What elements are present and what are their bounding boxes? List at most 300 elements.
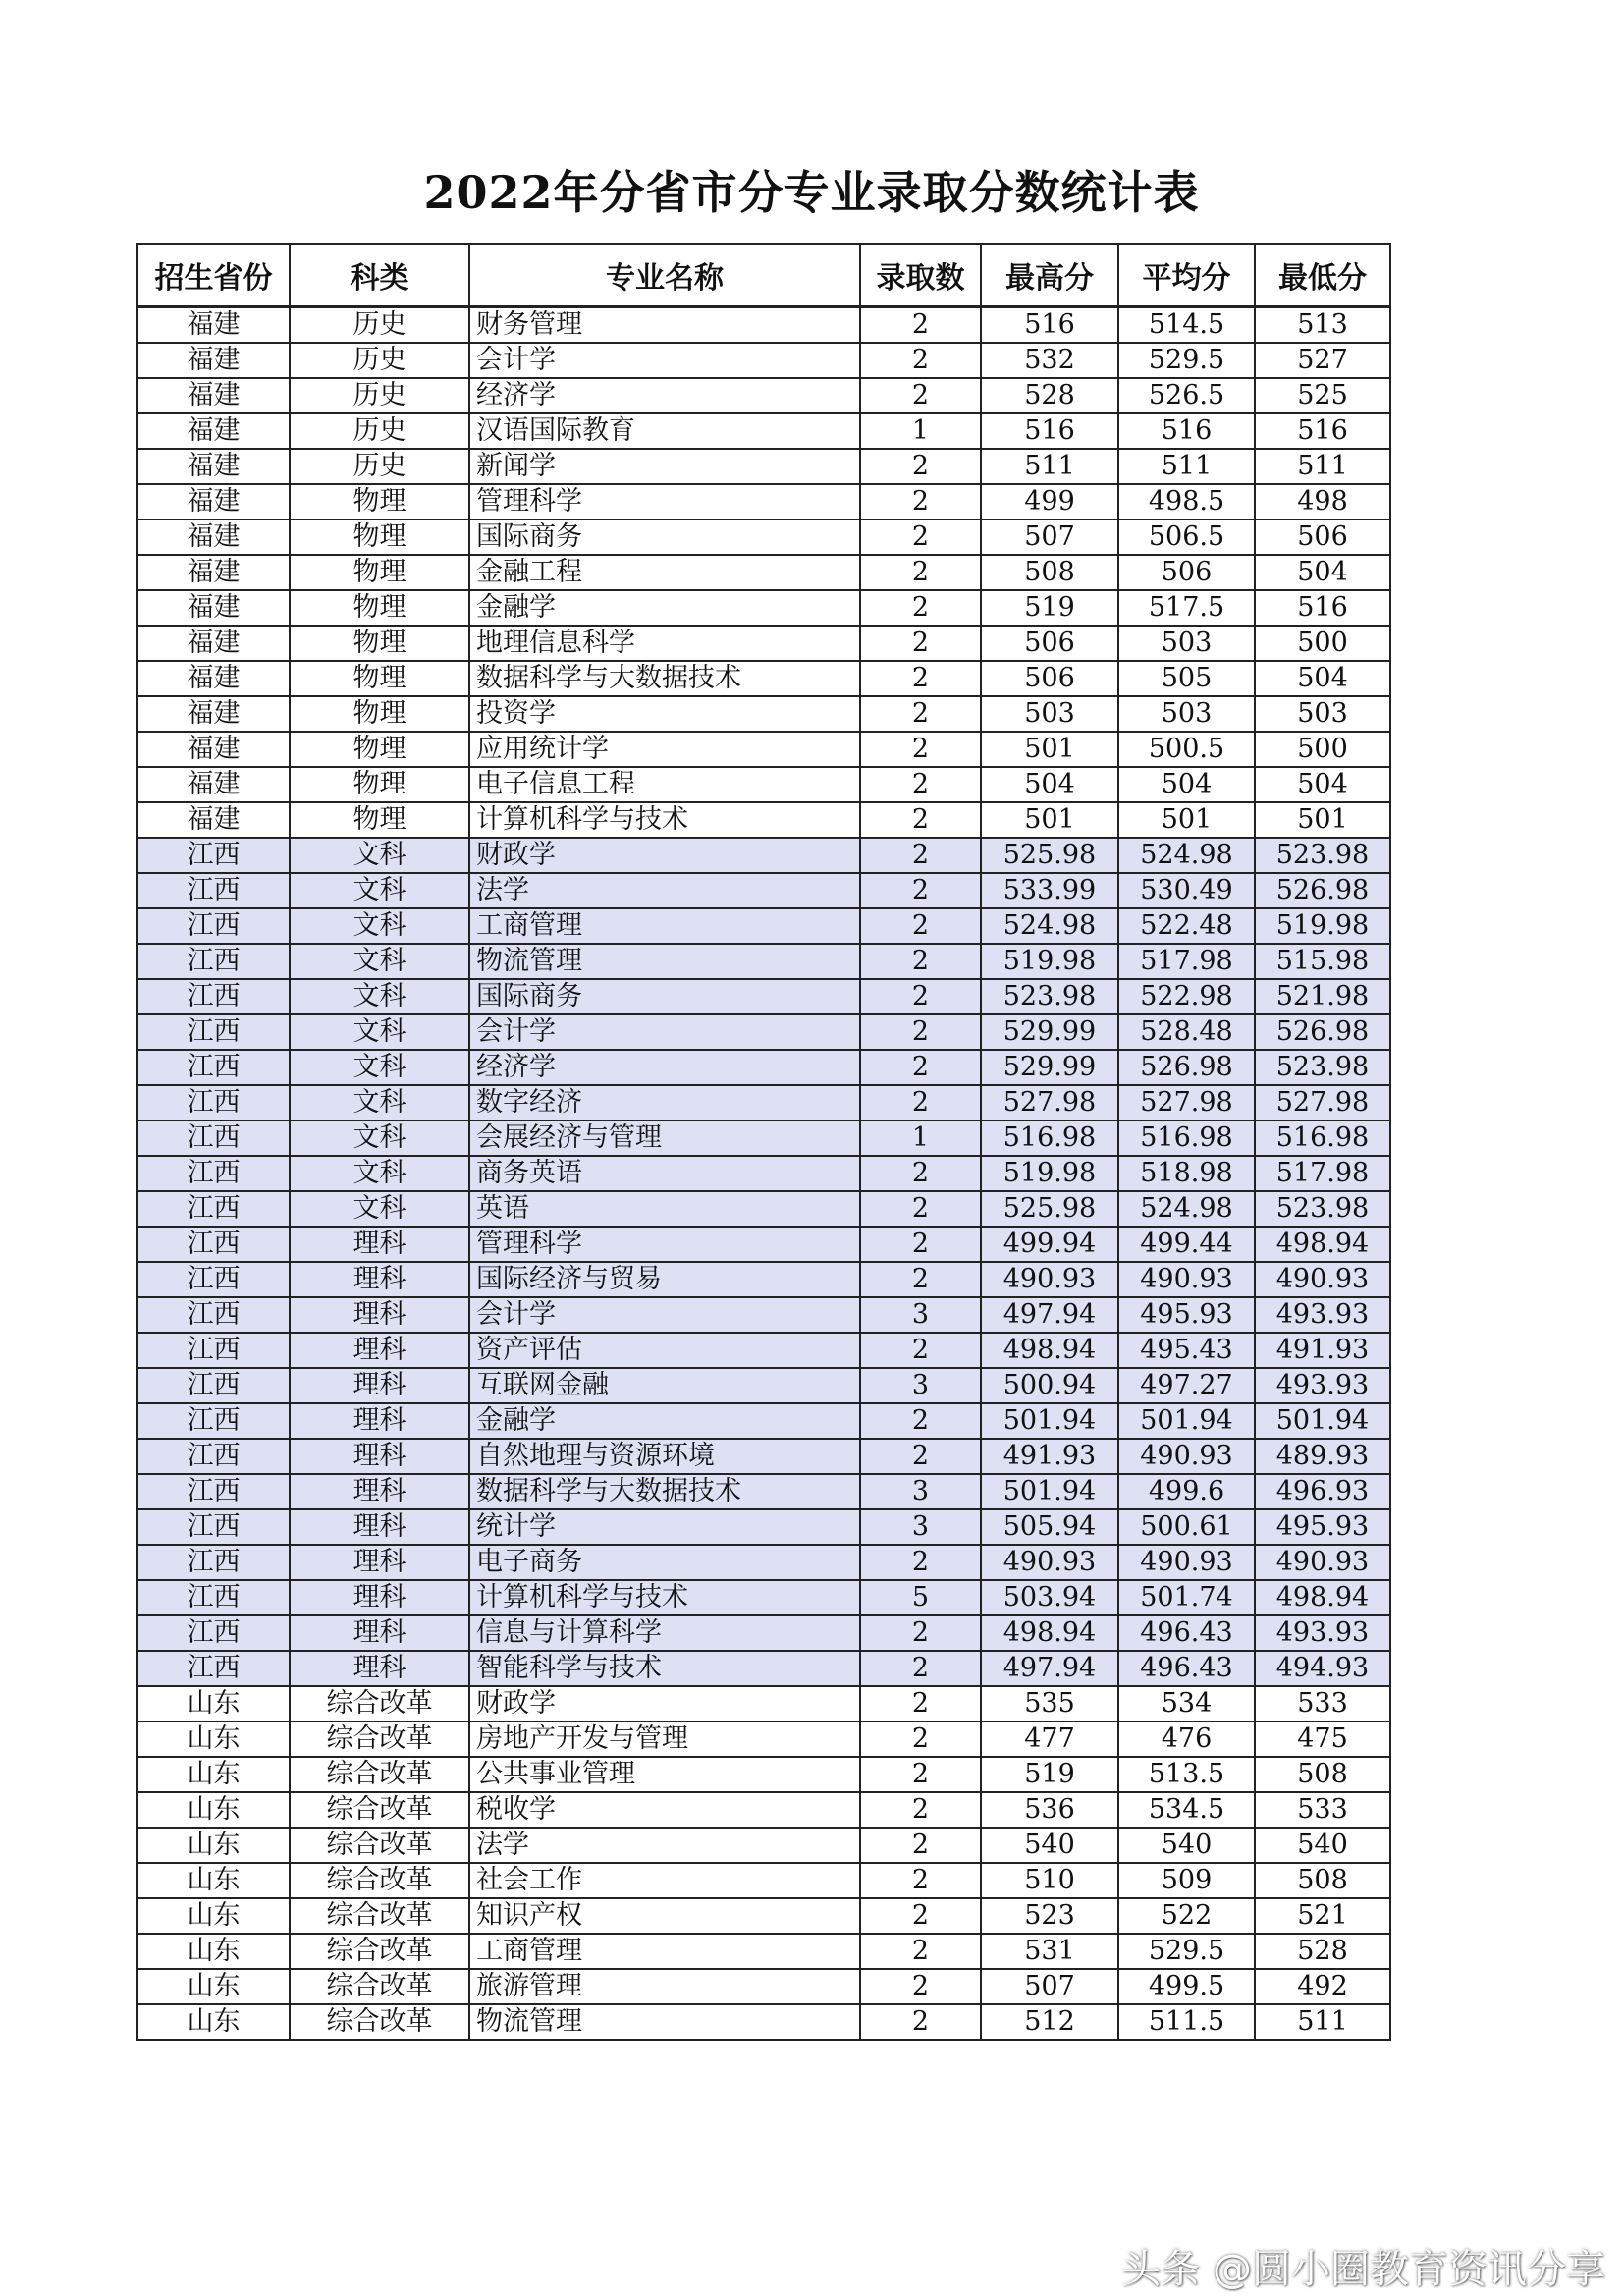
cell-subject-type: 理科 <box>290 1368 469 1403</box>
header-min-score: 最低分 <box>1255 244 1390 307</box>
cell-max-score: 490.93 <box>981 1545 1118 1580</box>
cell-major-name: 计算机科学与技术 <box>469 802 860 838</box>
cell-admitted-count: 2 <box>860 1934 981 1969</box>
cell-admitted-count: 5 <box>860 1580 981 1615</box>
cell-max-score: 516 <box>981 413 1118 449</box>
cell-subject-type: 综合改革 <box>290 1828 469 1863</box>
cell-max-score: 504 <box>981 767 1118 802</box>
cell-max-score: 523 <box>981 1898 1118 1934</box>
cell-min-score: 498.94 <box>1255 1227 1390 1262</box>
table-row <box>137 413 1390 449</box>
cell-major-name: 法学 <box>469 873 860 908</box>
header-subject-type: 科类 <box>290 244 469 307</box>
header-max-score: 最高分 <box>981 244 1118 307</box>
cell-subject-type: 文科 <box>290 838 469 873</box>
cell-major-name: 工商管理 <box>469 1934 860 1969</box>
cell-admitted-count: 2 <box>860 1863 981 1898</box>
cell-admitted-count: 2 <box>860 1969 981 2004</box>
cell-subject-type: 历史 <box>290 307 469 344</box>
cell-subject-type: 理科 <box>290 1227 469 1262</box>
cell-province: 江西 <box>137 908 290 944</box>
cell-min-score: 493.93 <box>1255 1368 1390 1403</box>
cell-subject-type: 理科 <box>290 1615 469 1651</box>
cell-subject-type: 理科 <box>290 1474 469 1509</box>
cell-subject-type: 理科 <box>290 1333 469 1368</box>
table-row <box>137 307 1390 344</box>
cell-max-score: 500.94 <box>981 1368 1118 1403</box>
cell-min-score: 523.98 <box>1255 1191 1390 1227</box>
cell-subject-type: 物理 <box>290 661 469 696</box>
cell-max-score: 529.99 <box>981 1014 1118 1050</box>
table-row <box>137 626 1390 661</box>
cell-min-score: 495.93 <box>1255 1509 1390 1545</box>
cell-avg-score: 517.98 <box>1118 944 1255 979</box>
cell-admitted-count: 2 <box>860 1828 981 1863</box>
table-row <box>137 661 1390 696</box>
cell-max-score: 519.98 <box>981 944 1118 979</box>
cell-max-score: 528 <box>981 378 1118 413</box>
cell-admitted-count: 2 <box>860 1156 981 1191</box>
cell-min-score: 511 <box>1255 2004 1390 2040</box>
cell-avg-score: 497.27 <box>1118 1368 1255 1403</box>
cell-province: 江西 <box>137 1474 290 1509</box>
cell-admitted-count: 1 <box>860 1121 981 1156</box>
cell-admitted-count: 2 <box>860 1651 981 1686</box>
cell-avg-score: 529.5 <box>1118 343 1255 378</box>
cell-avg-score: 498.5 <box>1118 484 1255 519</box>
cell-admitted-count: 2 <box>860 1050 981 1085</box>
cell-province: 山东 <box>137 1863 290 1898</box>
cell-subject-type: 历史 <box>290 449 469 484</box>
cell-max-score: 499 <box>981 484 1118 519</box>
cell-avg-score: 500.5 <box>1118 732 1255 767</box>
cell-admitted-count: 2 <box>860 1757 981 1792</box>
cell-province: 江西 <box>137 1333 290 1368</box>
cell-major-name: 投资学 <box>469 696 860 732</box>
cell-province: 江西 <box>137 1085 290 1121</box>
cell-avg-score: 506.5 <box>1118 519 1255 555</box>
cell-major-name: 数字经济 <box>469 1085 860 1121</box>
cell-major-name: 税收学 <box>469 1792 860 1828</box>
cell-avg-score: 503 <box>1118 696 1255 732</box>
cell-max-score: 497.94 <box>981 1651 1118 1686</box>
cell-subject-type: 历史 <box>290 378 469 413</box>
cell-avg-score: 496.43 <box>1118 1615 1255 1651</box>
cell-province: 江西 <box>137 1651 290 1686</box>
cell-avg-score: 501.74 <box>1118 1580 1255 1615</box>
cell-admitted-count: 2 <box>860 979 981 1014</box>
cell-min-score: 493.93 <box>1255 1297 1390 1333</box>
table-row <box>137 1509 1390 1545</box>
cell-min-score: 503 <box>1255 696 1390 732</box>
cell-max-score: 491.93 <box>981 1439 1118 1474</box>
cell-admitted-count: 2 <box>860 873 981 908</box>
header-province: 招生省份 <box>137 244 290 307</box>
cell-admitted-count: 2 <box>860 1227 981 1262</box>
cell-avg-score: 516.98 <box>1118 1121 1255 1156</box>
cell-province: 福建 <box>137 626 290 661</box>
cell-avg-score: 526.5 <box>1118 378 1255 413</box>
cell-avg-score: 499.44 <box>1118 1227 1255 1262</box>
cell-max-score: 519 <box>981 590 1118 626</box>
cell-major-name: 应用统计学 <box>469 732 860 767</box>
cell-major-name: 会展经济与管理 <box>469 1121 860 1156</box>
cell-min-score: 523.98 <box>1255 1050 1390 1085</box>
cell-admitted-count: 2 <box>860 1898 981 1934</box>
cell-subject-type: 物理 <box>290 626 469 661</box>
cell-min-score: 517.98 <box>1255 1156 1390 1191</box>
cell-admitted-count: 2 <box>860 802 981 838</box>
cell-max-score: 499.94 <box>981 1227 1118 1262</box>
cell-avg-score: 518.98 <box>1118 1156 1255 1191</box>
table-row <box>137 1651 1390 1686</box>
cell-major-name: 会计学 <box>469 1297 860 1333</box>
cell-admitted-count: 2 <box>860 732 981 767</box>
cell-min-score: 533 <box>1255 1686 1390 1722</box>
cell-major-name: 电子商务 <box>469 1545 860 1580</box>
cell-major-name: 会计学 <box>469 343 860 378</box>
table-row <box>137 767 1390 802</box>
table-row <box>137 838 1390 873</box>
table-row <box>137 519 1390 555</box>
cell-admitted-count: 1 <box>860 413 981 449</box>
cell-major-name: 经济学 <box>469 1050 860 1085</box>
cell-major-name: 旅游管理 <box>469 1969 860 2004</box>
cell-major-name: 财政学 <box>469 1686 860 1722</box>
cell-max-score: 519.98 <box>981 1156 1118 1191</box>
table-row <box>137 1403 1390 1439</box>
cell-province: 福建 <box>137 449 290 484</box>
cell-subject-type: 综合改革 <box>290 1757 469 1792</box>
cell-max-score: 525.98 <box>981 838 1118 873</box>
cell-max-score: 501.94 <box>981 1474 1118 1509</box>
cell-subject-type: 文科 <box>290 1085 469 1121</box>
cell-province: 江西 <box>137 1156 290 1191</box>
cell-admitted-count: 2 <box>860 1615 981 1651</box>
cell-subject-type: 物理 <box>290 732 469 767</box>
cell-avg-score: 511 <box>1118 449 1255 484</box>
cell-max-score: 523.98 <box>981 979 1118 1014</box>
cell-province: 江西 <box>137 1509 290 1545</box>
cell-min-score: 516 <box>1255 590 1390 626</box>
cell-major-name: 电子信息工程 <box>469 767 860 802</box>
cell-avg-score: 513.5 <box>1118 1757 1255 1792</box>
table-row <box>137 1014 1390 1050</box>
cell-max-score: 540 <box>981 1828 1118 1863</box>
cell-min-score: 498.94 <box>1255 1580 1390 1615</box>
cell-major-name: 管理科学 <box>469 1227 860 1262</box>
table-row <box>137 1368 1390 1403</box>
cell-max-score: 477 <box>981 1722 1118 1757</box>
table-row <box>137 484 1390 519</box>
cell-max-score: 524.98 <box>981 908 1118 944</box>
table-row <box>137 1121 1390 1156</box>
header-admitted-count: 录取数 <box>860 244 981 307</box>
cell-admitted-count: 3 <box>860 1368 981 1403</box>
cell-avg-score: 540 <box>1118 1828 1255 1863</box>
cell-province: 福建 <box>137 378 290 413</box>
cell-province: 福建 <box>137 696 290 732</box>
cell-avg-score: 476 <box>1118 1722 1255 1757</box>
cell-admitted-count: 2 <box>860 1262 981 1297</box>
table-row <box>137 802 1390 838</box>
cell-avg-score: 524.98 <box>1118 1191 1255 1227</box>
cell-min-score: 526.98 <box>1255 873 1390 908</box>
cell-province: 福建 <box>137 307 290 344</box>
cell-subject-type: 文科 <box>290 1191 469 1227</box>
cell-major-name: 工商管理 <box>469 908 860 944</box>
table-row <box>137 696 1390 732</box>
table-row <box>137 1828 1390 1863</box>
watermark: 头条 @圆小圈教育资讯分享 <box>1121 2247 1605 2292</box>
table-row <box>137 1156 1390 1191</box>
cell-major-name: 数据科学与大数据技术 <box>469 661 860 696</box>
cell-subject-type: 文科 <box>290 1121 469 1156</box>
table-row <box>137 1722 1390 1757</box>
cell-province: 江西 <box>137 1191 290 1227</box>
cell-min-score: 491.93 <box>1255 1333 1390 1368</box>
cell-major-name: 智能科学与技术 <box>469 1651 860 1686</box>
cell-subject-type: 物理 <box>290 696 469 732</box>
table-row <box>137 979 1390 1014</box>
cell-max-score: 508 <box>981 555 1118 590</box>
cell-admitted-count: 2 <box>860 449 981 484</box>
cell-admitted-count: 2 <box>860 1085 981 1121</box>
table-row <box>137 1792 1390 1828</box>
cell-avg-score: 490.93 <box>1118 1439 1255 1474</box>
cell-admitted-count: 2 <box>860 378 981 413</box>
cell-major-name: 地理信息科学 <box>469 626 860 661</box>
cell-province: 福建 <box>137 519 290 555</box>
cell-subject-type: 历史 <box>290 343 469 378</box>
cell-subject-type: 理科 <box>290 1651 469 1686</box>
cell-admitted-count: 3 <box>860 1474 981 1509</box>
cell-avg-score: 501 <box>1118 802 1255 838</box>
cell-major-name: 数据科学与大数据技术 <box>469 1474 860 1509</box>
cell-major-name: 物流管理 <box>469 2004 860 2040</box>
cell-max-score: 503.94 <box>981 1580 1118 1615</box>
cell-province: 福建 <box>137 413 290 449</box>
cell-admitted-count: 2 <box>860 696 981 732</box>
cell-major-name: 金融工程 <box>469 555 860 590</box>
cell-major-name: 公共事业管理 <box>469 1757 860 1792</box>
cell-province: 山东 <box>137 1792 290 1828</box>
cell-min-score: 501.94 <box>1255 1403 1390 1439</box>
table-row <box>137 1686 1390 1722</box>
cell-avg-score: 522.48 <box>1118 908 1255 944</box>
cell-min-score: 498 <box>1255 484 1390 519</box>
cell-province: 江西 <box>137 1014 290 1050</box>
cell-subject-type: 历史 <box>290 413 469 449</box>
cell-admitted-count: 2 <box>860 626 981 661</box>
cell-province: 江西 <box>137 838 290 873</box>
cell-avg-score: 511.5 <box>1118 2004 1255 2040</box>
cell-province: 江西 <box>137 1403 290 1439</box>
cell-min-score: 527 <box>1255 343 1390 378</box>
cell-avg-score: 499.6 <box>1118 1474 1255 1509</box>
cell-admitted-count: 2 <box>860 1722 981 1757</box>
table-row <box>137 555 1390 590</box>
table-row <box>137 590 1390 626</box>
cell-avg-score: 516 <box>1118 413 1255 449</box>
cell-avg-score: 517.5 <box>1118 590 1255 626</box>
cell-max-score: 498.94 <box>981 1615 1118 1651</box>
cell-avg-score: 509 <box>1118 1863 1255 1898</box>
table-row <box>137 1969 1390 2004</box>
table-row <box>137 2004 1390 2040</box>
cell-major-name: 统计学 <box>469 1509 860 1545</box>
cell-admitted-count: 2 <box>860 1439 981 1474</box>
cell-admitted-count: 3 <box>860 1509 981 1545</box>
cell-avg-score: 529.5 <box>1118 1934 1255 1969</box>
cell-province: 江西 <box>137 1262 290 1297</box>
cell-admitted-count: 2 <box>860 1403 981 1439</box>
cell-province: 江西 <box>137 1227 290 1262</box>
cell-max-score: 532 <box>981 343 1118 378</box>
cell-subject-type: 物理 <box>290 767 469 802</box>
table-row <box>137 1934 1390 1969</box>
cell-subject-type: 理科 <box>290 1509 469 1545</box>
cell-max-score: 511 <box>981 449 1118 484</box>
cell-major-name: 国际经济与贸易 <box>469 1262 860 1297</box>
table-row <box>137 1545 1390 1580</box>
cell-min-score: 533 <box>1255 1792 1390 1828</box>
cell-min-score: 496.93 <box>1255 1474 1390 1509</box>
cell-min-score: 492 <box>1255 1969 1390 2004</box>
admission-score-table <box>136 243 1391 2041</box>
cell-major-name: 财政学 <box>469 838 860 873</box>
cell-avg-score: 495.43 <box>1118 1333 1255 1368</box>
cell-min-score: 516 <box>1255 413 1390 449</box>
table-row <box>137 1615 1390 1651</box>
cell-admitted-count: 2 <box>860 1686 981 1722</box>
table-header-row <box>137 244 1390 307</box>
cell-subject-type: 理科 <box>290 1262 469 1297</box>
cell-max-score: 519 <box>981 1757 1118 1792</box>
cell-province: 山东 <box>137 1722 290 1757</box>
cell-avg-score: 490.93 <box>1118 1262 1255 1297</box>
cell-major-name: 汉语国际教育 <box>469 413 860 449</box>
cell-major-name: 资产评估 <box>469 1333 860 1368</box>
cell-min-score: 490.93 <box>1255 1545 1390 1580</box>
cell-major-name: 经济学 <box>469 378 860 413</box>
cell-subject-type: 文科 <box>290 1156 469 1191</box>
cell-province: 福建 <box>137 802 290 838</box>
cell-max-score: 503 <box>981 696 1118 732</box>
cell-province: 江西 <box>137 1615 290 1651</box>
cell-province: 山东 <box>137 2004 290 2040</box>
table-row <box>137 1333 1390 1368</box>
cell-max-score: 536 <box>981 1792 1118 1828</box>
cell-min-score: 504 <box>1255 661 1390 696</box>
cell-avg-score: 500.61 <box>1118 1509 1255 1545</box>
cell-major-name: 英语 <box>469 1191 860 1227</box>
cell-admitted-count: 2 <box>860 838 981 873</box>
cell-avg-score: 499.5 <box>1118 1969 1255 2004</box>
cell-major-name: 金融学 <box>469 590 860 626</box>
cell-admitted-count: 2 <box>860 944 981 979</box>
cell-admitted-count: 2 <box>860 519 981 555</box>
cell-subject-type: 综合改革 <box>290 1686 469 1722</box>
cell-admitted-count: 2 <box>860 1792 981 1828</box>
cell-min-score: 504 <box>1255 767 1390 802</box>
cell-major-name: 社会工作 <box>469 1863 860 1898</box>
cell-min-score: 527.98 <box>1255 1085 1390 1121</box>
table-row <box>137 1898 1390 1934</box>
cell-subject-type: 理科 <box>290 1545 469 1580</box>
cell-max-score: 529.99 <box>981 1050 1118 1085</box>
cell-avg-score: 495.93 <box>1118 1297 1255 1333</box>
cell-min-score: 526.98 <box>1255 1014 1390 1050</box>
cell-major-name: 法学 <box>469 1828 860 1863</box>
cell-avg-score: 503 <box>1118 626 1255 661</box>
cell-province: 江西 <box>137 1297 290 1333</box>
cell-subject-type: 综合改革 <box>290 1934 469 1969</box>
cell-major-name: 商务英语 <box>469 1156 860 1191</box>
cell-subject-type: 文科 <box>290 873 469 908</box>
cell-province: 江西 <box>137 1368 290 1403</box>
cell-avg-score: 534 <box>1118 1686 1255 1722</box>
cell-admitted-count: 2 <box>860 908 981 944</box>
table-row <box>137 944 1390 979</box>
table-row <box>137 1085 1390 1121</box>
table-row <box>137 908 1390 944</box>
cell-major-name: 金融学 <box>469 1403 860 1439</box>
cell-major-name: 物流管理 <box>469 944 860 979</box>
cell-max-score: 505.94 <box>981 1509 1118 1545</box>
cell-subject-type: 综合改革 <box>290 1898 469 1934</box>
cell-admitted-count: 2 <box>860 2004 981 2040</box>
cell-avg-score: 528.48 <box>1118 1014 1255 1050</box>
page-title: 2022年分省市分专业录取分数统计表 <box>423 166 1200 219</box>
cell-subject-type: 理科 <box>290 1403 469 1439</box>
cell-max-score: 506 <box>981 661 1118 696</box>
cell-province: 山东 <box>137 1898 290 1934</box>
cell-subject-type: 综合改革 <box>290 2004 469 2040</box>
cell-province: 福建 <box>137 555 290 590</box>
cell-min-score: 511 <box>1255 449 1390 484</box>
cell-max-score: 510 <box>981 1863 1118 1898</box>
table-row <box>137 732 1390 767</box>
cell-min-score: 508 <box>1255 1863 1390 1898</box>
cell-subject-type: 物理 <box>290 555 469 590</box>
table-row <box>137 1227 1390 1262</box>
cell-major-name: 管理科学 <box>469 484 860 519</box>
cell-max-score: 516.98 <box>981 1121 1118 1156</box>
table-row <box>137 1262 1390 1297</box>
cell-province: 江西 <box>137 979 290 1014</box>
cell-subject-type: 文科 <box>290 908 469 944</box>
cell-major-name: 计算机科学与技术 <box>469 1580 860 1615</box>
cell-subject-type: 物理 <box>290 590 469 626</box>
cell-major-name: 国际商务 <box>469 979 860 1014</box>
cell-min-score: 521.98 <box>1255 979 1390 1014</box>
cell-province: 福建 <box>137 484 290 519</box>
cell-admitted-count: 2 <box>860 555 981 590</box>
cell-min-score: 506 <box>1255 519 1390 555</box>
cell-avg-score: 490.93 <box>1118 1545 1255 1580</box>
cell-subject-type: 物理 <box>290 519 469 555</box>
cell-major-name: 知识产权 <box>469 1898 860 1934</box>
cell-avg-score: 526.98 <box>1118 1050 1255 1085</box>
cell-province: 福建 <box>137 767 290 802</box>
cell-min-score: 490.93 <box>1255 1262 1390 1297</box>
cell-major-name: 信息与计算科学 <box>469 1615 860 1651</box>
cell-subject-type: 物理 <box>290 802 469 838</box>
cell-admitted-count: 2 <box>860 661 981 696</box>
cell-max-score: 490.93 <box>981 1262 1118 1297</box>
cell-province: 福建 <box>137 343 290 378</box>
